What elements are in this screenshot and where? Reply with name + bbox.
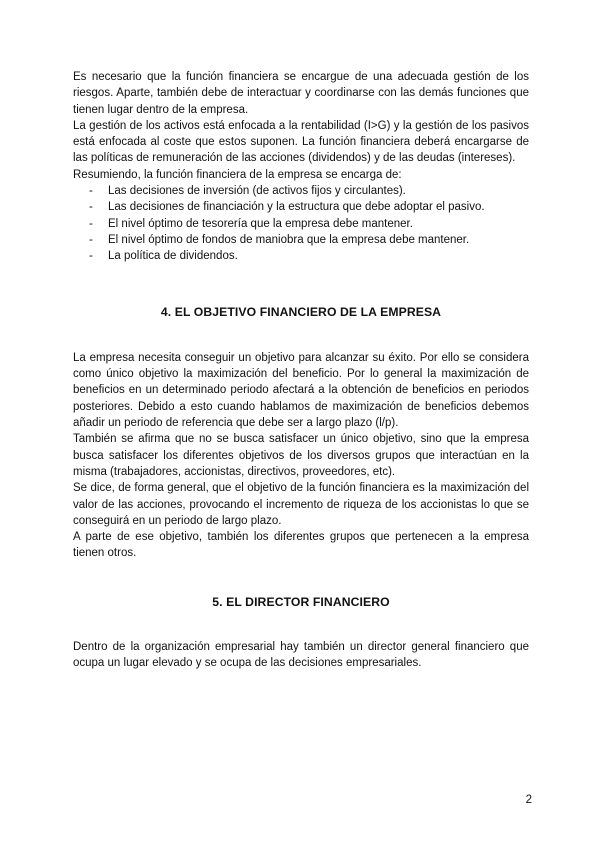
- intro-paragraph-3: Resumiendo, la función financiera de la empresa se encarga de:: [73, 168, 402, 181]
- bullet-dash: -: [89, 217, 93, 230]
- section-4-paragraph-1: La empresa necesita conseguir un objetivo para alcanzar su éxito. Por ello se considera como único objetivo la maximización del beneficio. Por lo general la maximización de beneficios en un determinado periodo afectará a la obtención de beneficios en periodos posteriores. Debido a esto cuando hablamos de maximización de beneficios debemos añadir un periodo de referencia que debe ser a largo plazo (l/p).: [73, 351, 529, 430]
- list-item-text: El nivel óptimo de tesorería que la empresa debe mantener.: [108, 217, 413, 230]
- list-item-text: La política de dividendos.: [108, 250, 238, 263]
- bullet-dash: -: [89, 185, 93, 198]
- list-item: [73, 199, 529, 215]
- list-item-text: Las decisiones de inversión (de activos fijos y circulantes).: [108, 185, 406, 198]
- section-5-paragraph-1: Dentro de la organización empresarial hay también un director general financiero que ocupa un lugar elevado y se ocupa de las decisiones empresariales.: [73, 641, 529, 670]
- section-4-paragraph-4: A parte de ese objetivo, también los diferentes grupos que pertenecen a la empresa tienen otros.: [73, 531, 529, 560]
- list-item: [73, 183, 529, 199]
- bullet-dash: -: [89, 233, 93, 246]
- section-5-heading: 5. EL DIRECTOR FINANCIERO: [212, 594, 390, 609]
- list-item: [73, 248, 529, 264]
- page-number: 2: [525, 794, 532, 806]
- section-4-paragraph-3: Se dice, de forma general, que el objetivo de la función financiera es la maximización del valor de las acciones, provocando el incremento de riqueza de los accionistas lo que se conseguirá en un periodo de largo plazo.: [73, 482, 529, 527]
- bullet-dash: -: [89, 201, 93, 214]
- responsibilities-list: [73, 183, 529, 264]
- list-item: [73, 216, 529, 232]
- page-content: [73, 69, 529, 672]
- list-item-text: Las decisiones de financiación y la estructura que debe adoptar el pasivo.: [108, 201, 485, 214]
- intro-paragraph-1: Es necesario que la función financiera se encargue de una adecuada gestión de los riesgos. Aparte, también debe de interactuar y coordinarse con las demás funciones que tienen lugar dentro de la empresa.: [73, 71, 529, 116]
- list-item: [73, 232, 529, 248]
- section-4-paragraph-2: También se afirma que no se busca satisfacer un único objetivo, sino que la empresa busca satisfacer los diferentes objetivos de los diversos grupos que interactúan en la misma (trabajadores, accionistas, directivos, proveedores, etc).: [73, 433, 529, 478]
- bullet-dash: -: [89, 250, 93, 263]
- section-4-heading: 4. EL OBJETIVO FINANCIERO DE LA EMPRESA: [160, 304, 442, 319]
- intro-paragraph-2: La gestión de los activos está enfocada a la rentabilidad (I>G) y la gestión de los pasivos está enfocada al coste que estos suponen. La función financiera deberá encargarse de las políticas de remuneración de las acciones (dividendos) y de las deudas (intereses).: [73, 119, 529, 165]
- list-item-text: El nivel óptimo de fondos de maniobra que la empresa debe mantener.: [108, 233, 470, 246]
